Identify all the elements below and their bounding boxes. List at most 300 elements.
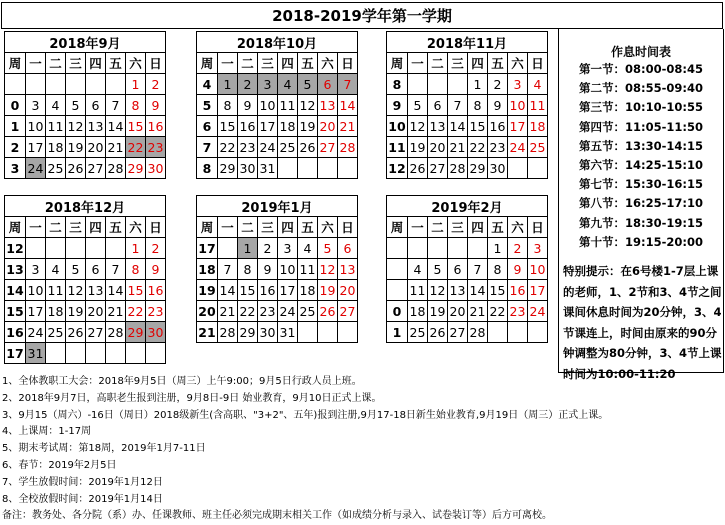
- day-cell: 26: [428, 322, 448, 343]
- day-cell: 21: [338, 116, 358, 137]
- day-cell: 23: [146, 137, 166, 158]
- day-cell: 22: [218, 137, 238, 158]
- week-number: 8: [197, 158, 218, 179]
- week-number: 17: [5, 343, 26, 364]
- weekday-header: 六: [318, 217, 338, 238]
- week-row: [387, 74, 548, 95]
- day-cell: 7: [106, 259, 126, 280]
- week-row: [197, 158, 358, 179]
- schedule-title: 作息时间表: [610, 45, 671, 59]
- day-cell: 26: [298, 137, 318, 158]
- week-row: [5, 238, 166, 259]
- week-number: 10: [387, 116, 408, 137]
- week-number: 9: [387, 95, 408, 116]
- day-cell: 27: [428, 158, 448, 179]
- week-row: [387, 95, 548, 116]
- week-number: 13: [5, 259, 26, 280]
- day-cell: 27: [448, 322, 468, 343]
- weekday-header: 二: [46, 217, 66, 238]
- week-number: 11: [387, 137, 408, 158]
- week-number: [387, 280, 408, 301]
- schedule-period: 第八节：16:25-17:10: [579, 196, 703, 211]
- weekday-header: 周: [197, 217, 218, 238]
- day-cell: [46, 343, 66, 364]
- month-title: 2019年1月: [197, 196, 358, 217]
- week-number: 4: [197, 74, 218, 95]
- day-cell: 2: [258, 238, 278, 259]
- day-cell: 3: [508, 74, 528, 95]
- day-cell: [106, 238, 126, 259]
- day-cell: [66, 343, 86, 364]
- notice-line: 钟调整为80分钟，3、4节上课: [563, 346, 722, 360]
- schedule-period: 第九节：18:30-19:15: [579, 215, 703, 230]
- week-row: [197, 259, 358, 280]
- day-cell: 22: [488, 301, 508, 322]
- day-cell: 27: [86, 158, 106, 179]
- week-row: [387, 137, 548, 158]
- weekday-header: 四: [278, 217, 298, 238]
- day-cell: [46, 74, 66, 95]
- day-cell: 8: [126, 259, 146, 280]
- day-cell: 1: [468, 74, 488, 95]
- day-cell: [408, 238, 428, 259]
- notice-line: 时间为10:00-11:20: [563, 366, 676, 381]
- weekday-header: 周: [387, 217, 408, 238]
- day-cell: 12: [66, 116, 86, 137]
- schedule-period: 第十节：19:15-20:00: [579, 234, 703, 249]
- week-number: 0: [387, 301, 408, 322]
- day-cell: 26: [66, 158, 86, 179]
- day-cell: 6: [428, 95, 448, 116]
- day-cell: 21: [218, 301, 238, 322]
- day-cell: 7: [218, 259, 238, 280]
- day-cell: 1: [126, 74, 146, 95]
- day-cell: 19: [298, 116, 318, 137]
- day-cell: 12: [66, 280, 86, 301]
- week-row: [387, 280, 548, 301]
- day-cell: 11: [408, 280, 428, 301]
- day-cell: [488, 322, 508, 343]
- day-cell: [468, 238, 488, 259]
- day-cell: 25: [528, 137, 548, 158]
- weekday-header: 一: [26, 217, 46, 238]
- day-cell: 11: [528, 95, 548, 116]
- schedule-period: 第五节：13:30-14:15: [579, 138, 703, 153]
- week-number: 0: [5, 95, 26, 116]
- day-cell: 13: [338, 259, 358, 280]
- month-calendar-2018-12: [4, 195, 166, 364]
- day-cell: 21: [468, 301, 488, 322]
- day-cell: [528, 322, 548, 343]
- weekday-header: 四: [86, 53, 106, 74]
- day-cell: 27: [86, 322, 106, 343]
- day-cell: 21: [448, 137, 468, 158]
- day-cell: 7: [338, 74, 358, 95]
- weekday-header: 五: [106, 53, 126, 74]
- schedule-period: 第四节：11:05-11:50: [579, 119, 703, 134]
- week-number: 12: [5, 238, 26, 259]
- month-calendar-2018-09: [4, 31, 166, 179]
- weekday-header: 六: [508, 53, 528, 74]
- day-cell: 5: [408, 95, 428, 116]
- day-cell: 11: [46, 280, 66, 301]
- day-cell: [66, 74, 86, 95]
- weekday-header: 周: [387, 53, 408, 74]
- week-row: [387, 116, 548, 137]
- day-cell: 2: [488, 74, 508, 95]
- weekday-header: 二: [428, 217, 448, 238]
- day-cell: 3: [278, 238, 298, 259]
- day-cell: 10: [278, 259, 298, 280]
- week-number: 18: [197, 259, 218, 280]
- day-cell: 10: [528, 259, 548, 280]
- week-number: 3: [5, 158, 26, 179]
- weekday-header: 一: [26, 53, 46, 74]
- note-line: 2、2018年9月7日，高职老生报到注册，9月8日-9日 始业教育，9月10日正式上课。: [2, 392, 382, 404]
- weekday-header: 一: [218, 217, 238, 238]
- day-cell: 14: [106, 280, 126, 301]
- page-title: 2018-2019学年第一学期: [1, 2, 723, 29]
- day-cell: 25: [46, 322, 66, 343]
- weekday-header: 日: [528, 53, 548, 74]
- weekday-header: 三: [66, 217, 86, 238]
- day-cell: [508, 158, 528, 179]
- day-cell: 30: [488, 158, 508, 179]
- day-cell: 29: [126, 322, 146, 343]
- day-cell: [448, 238, 468, 259]
- week-row: [5, 322, 166, 343]
- week-number: 17: [197, 238, 218, 259]
- day-cell: 17: [26, 301, 46, 322]
- weekday-header: 一: [408, 217, 428, 238]
- day-cell: 1: [488, 238, 508, 259]
- day-cell: 20: [338, 280, 358, 301]
- weekday-header: 三: [66, 53, 86, 74]
- week-number: [5, 74, 26, 95]
- day-cell: 22: [238, 301, 258, 322]
- day-cell: 11: [278, 95, 298, 116]
- week-number: 21: [197, 322, 218, 343]
- weekday-header: 六: [318, 53, 338, 74]
- week-number: 16: [5, 322, 26, 343]
- schedule-period: 第二节：08:55-09:40: [579, 81, 703, 96]
- day-cell: 27: [318, 137, 338, 158]
- day-cell: 25: [46, 158, 66, 179]
- day-cell: 6: [86, 259, 106, 280]
- day-cell: 8: [468, 95, 488, 116]
- day-cell: [26, 238, 46, 259]
- day-cell: [218, 238, 238, 259]
- day-cell: 5: [298, 74, 318, 95]
- week-number: 8: [387, 74, 408, 95]
- day-cell: 24: [528, 301, 548, 322]
- day-cell: 28: [106, 158, 126, 179]
- month-title: 2018年10月: [197, 32, 358, 53]
- day-cell: [126, 343, 146, 364]
- month-calendar-2019-02: [386, 195, 548, 343]
- day-cell: 28: [468, 322, 488, 343]
- day-cell: [318, 158, 338, 179]
- day-cell: 13: [86, 116, 106, 137]
- day-cell: 23: [238, 137, 258, 158]
- day-cell: 13: [448, 280, 468, 301]
- week-row: [197, 301, 358, 322]
- day-cell: 4: [46, 259, 66, 280]
- weekday-header: 四: [468, 53, 488, 74]
- day-cell: 8: [238, 259, 258, 280]
- day-cell: 16: [146, 116, 166, 137]
- week-row: [387, 301, 548, 322]
- day-cell: 9: [258, 259, 278, 280]
- week-number: 6: [197, 116, 218, 137]
- weekday-header: 日: [338, 53, 358, 74]
- day-cell: [448, 74, 468, 95]
- week-number: 12: [387, 158, 408, 179]
- weekday-header: 周: [5, 53, 26, 74]
- weekday-header: 四: [278, 53, 298, 74]
- day-cell: 13: [86, 280, 106, 301]
- day-cell: 1: [238, 238, 258, 259]
- notice-line: 节课连上，时间由原来的90分: [563, 325, 718, 340]
- day-cell: 28: [338, 137, 358, 158]
- weekday-header: 三: [448, 53, 468, 74]
- day-cell: [338, 322, 358, 343]
- week-row: [197, 322, 358, 343]
- day-cell: 18: [46, 137, 66, 158]
- month-table: [4, 31, 166, 179]
- day-cell: 19: [66, 137, 86, 158]
- week-row: [5, 280, 166, 301]
- day-cell: 23: [508, 301, 528, 322]
- month-title: 2018年12月: [5, 196, 166, 217]
- day-cell: 4: [278, 74, 298, 95]
- day-cell: 29: [468, 158, 488, 179]
- day-cell: 18: [46, 301, 66, 322]
- week-row: [5, 74, 166, 95]
- day-cell: 26: [66, 322, 86, 343]
- day-cell: 12: [428, 280, 448, 301]
- day-cell: 1: [218, 74, 238, 95]
- day-cell: 3: [26, 95, 46, 116]
- day-cell: 15: [468, 116, 488, 137]
- day-cell: [298, 158, 318, 179]
- day-cell: 3: [258, 74, 278, 95]
- day-cell: [408, 74, 428, 95]
- month-title: 2019年2月: [387, 196, 548, 217]
- day-cell: 22: [468, 137, 488, 158]
- day-cell: 18: [408, 301, 428, 322]
- weekday-header: 日: [146, 217, 166, 238]
- day-cell: 24: [508, 137, 528, 158]
- day-cell: 14: [218, 280, 238, 301]
- week-row: [197, 137, 358, 158]
- day-cell: 20: [86, 137, 106, 158]
- day-cell: 29: [238, 322, 258, 343]
- day-cell: 29: [126, 158, 146, 179]
- day-cell: [106, 74, 126, 95]
- day-cell: 23: [258, 301, 278, 322]
- day-cell: 25: [408, 322, 428, 343]
- day-cell: 18: [278, 116, 298, 137]
- weekday-header: 二: [46, 53, 66, 74]
- day-cell: 5: [428, 259, 448, 280]
- day-cell: 18: [528, 116, 548, 137]
- week-number: 1: [387, 322, 408, 343]
- weekday-header: 二: [238, 53, 258, 74]
- weekday-header: 日: [146, 53, 166, 74]
- day-cell: 16: [258, 280, 278, 301]
- day-cell: 6: [86, 95, 106, 116]
- day-cell: 2: [146, 238, 166, 259]
- weekday-header: 四: [86, 217, 106, 238]
- day-cell: [318, 322, 338, 343]
- day-cell: 12: [408, 116, 428, 137]
- week-number: 19: [197, 280, 218, 301]
- weekday-header: 六: [508, 217, 528, 238]
- weekday-header: 五: [106, 217, 126, 238]
- day-cell: 24: [26, 322, 46, 343]
- day-cell: 13: [428, 116, 448, 137]
- day-cell: [428, 74, 448, 95]
- day-cell: [528, 158, 548, 179]
- day-cell: 11: [46, 116, 66, 137]
- day-cell: 5: [318, 238, 338, 259]
- week-number: 14: [5, 280, 26, 301]
- note-line: 4、上课周：1-17周: [2, 426, 92, 438]
- weekday-header: 二: [428, 53, 448, 74]
- week-row: [197, 238, 358, 259]
- month-table: [196, 31, 358, 179]
- day-cell: 17: [278, 280, 298, 301]
- day-cell: 18: [298, 280, 318, 301]
- weekday-header: 一: [218, 53, 238, 74]
- day-cell: 2: [508, 238, 528, 259]
- day-cell: 8: [488, 259, 508, 280]
- day-cell: 17: [508, 116, 528, 137]
- day-cell: 27: [338, 301, 358, 322]
- notice-line: 的老师，1、2节和3、4节之间: [563, 284, 722, 299]
- day-cell: 6: [338, 238, 358, 259]
- day-cell: 30: [238, 158, 258, 179]
- day-cell: 2: [146, 74, 166, 95]
- day-cell: 6: [448, 259, 468, 280]
- weekday-header: 六: [126, 53, 146, 74]
- note-line: 8、全校放假时间：2019年1月14日: [2, 493, 163, 505]
- day-cell: 10: [508, 95, 528, 116]
- day-cell: 29: [218, 158, 238, 179]
- month-calendar-2018-10: [196, 31, 358, 179]
- week-number: 2: [5, 137, 26, 158]
- day-cell: 11: [298, 259, 318, 280]
- day-cell: 4: [528, 74, 548, 95]
- notes-section: [2, 374, 722, 525]
- day-cell: 5: [66, 259, 86, 280]
- week-number: [387, 259, 408, 280]
- notice-line: 特别提示：在6号楼1-7层上课: [563, 264, 719, 278]
- day-cell: 30: [146, 158, 166, 179]
- schedule-period: 第一节：08:00-08:45: [579, 62, 703, 76]
- day-cell: [278, 158, 298, 179]
- day-cell: 8: [126, 95, 146, 116]
- day-cell: 7: [448, 95, 468, 116]
- day-cell: 19: [428, 301, 448, 322]
- day-cell: 7: [106, 95, 126, 116]
- day-cell: 24: [26, 158, 46, 179]
- day-cell: 20: [448, 301, 468, 322]
- week-row: [197, 280, 358, 301]
- day-cell: [26, 74, 46, 95]
- day-cell: 9: [146, 95, 166, 116]
- weekday-header: 五: [488, 217, 508, 238]
- day-cell: 19: [318, 280, 338, 301]
- day-cell: 10: [258, 95, 278, 116]
- note-line: 3、9月15（周六）-16日（周日）2018级新生(含高职、"3+2"、五年)报到注册,9月17-18日新生始业教育,9月19日（周三）正式上课。: [2, 409, 609, 421]
- day-cell: 6: [318, 74, 338, 95]
- month-title: 2018年11月: [387, 32, 548, 53]
- day-cell: 9: [488, 95, 508, 116]
- note-line: 7、学生放假时间：2019年1月12日: [2, 476, 163, 488]
- day-cell: 31: [26, 343, 46, 364]
- day-cell: [298, 322, 318, 343]
- week-number: 7: [197, 137, 218, 158]
- day-cell: 15: [488, 280, 508, 301]
- day-cell: 14: [468, 280, 488, 301]
- day-cell: 15: [126, 280, 146, 301]
- week-number: 5: [197, 95, 218, 116]
- day-cell: 15: [126, 116, 146, 137]
- day-cell: 16: [488, 116, 508, 137]
- day-cell: 2: [238, 74, 258, 95]
- day-cell: 28: [106, 322, 126, 343]
- day-cell: 17: [258, 116, 278, 137]
- day-cell: 20: [86, 301, 106, 322]
- day-cell: 28: [218, 322, 238, 343]
- day-cell: 4: [46, 95, 66, 116]
- day-cell: 16: [508, 280, 528, 301]
- day-cell: [86, 343, 106, 364]
- note-line: 5、期末考试周：第18周，2019年1月7-11日: [2, 443, 206, 455]
- day-cell: 14: [448, 116, 468, 137]
- day-cell: 8: [218, 95, 238, 116]
- day-cell: 4: [408, 259, 428, 280]
- day-cell: 19: [408, 137, 428, 158]
- week-row: [197, 116, 358, 137]
- day-cell: 22: [126, 137, 146, 158]
- day-cell: 10: [26, 280, 46, 301]
- day-cell: 9: [238, 95, 258, 116]
- week-number: 1: [5, 116, 26, 137]
- day-cell: 15: [218, 116, 238, 137]
- day-cell: [66, 238, 86, 259]
- day-cell: [508, 322, 528, 343]
- weekday-header: 三: [258, 53, 278, 74]
- day-cell: 7: [468, 259, 488, 280]
- day-cell: 12: [298, 95, 318, 116]
- day-cell: [46, 238, 66, 259]
- week-row: [387, 259, 548, 280]
- note-line: 6、春节：2019年2月5日: [2, 459, 117, 471]
- schedule-period: 第七节：15:30-16:15: [579, 177, 703, 192]
- note-line: 备注：教务处、各分院（系）办、任课教师、班主任必须完成期末相关工作（如成绩分析与录入、试卷装订等）后方可离校。: [2, 510, 552, 522]
- week-row: [5, 95, 166, 116]
- day-cell: [106, 343, 126, 364]
- weekday-header: 六: [126, 217, 146, 238]
- weekday-header: 二: [238, 217, 258, 238]
- week-row: [5, 259, 166, 280]
- day-cell: 25: [278, 137, 298, 158]
- day-cell: 26: [408, 158, 428, 179]
- day-cell: [428, 238, 448, 259]
